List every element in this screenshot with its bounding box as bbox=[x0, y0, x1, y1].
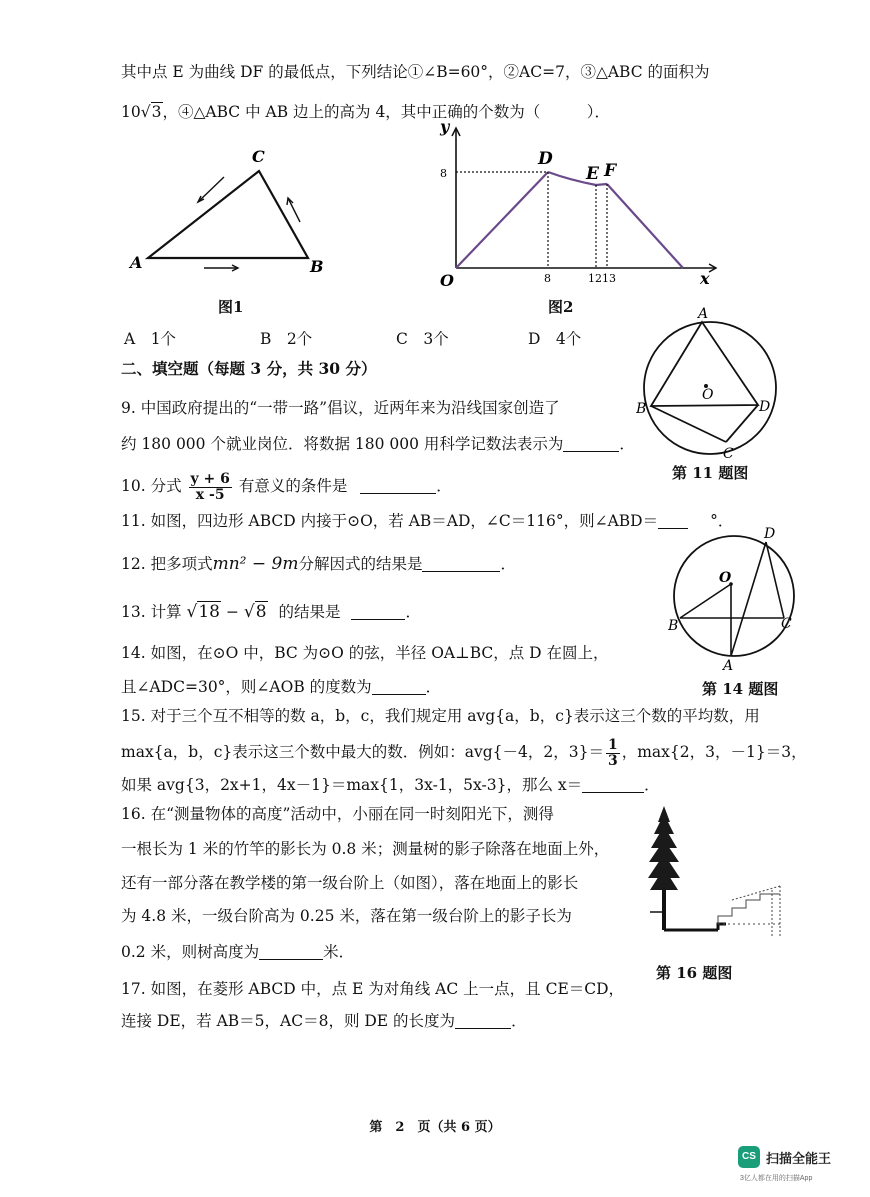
q8-line2: 10√3，④△ABC 中 AB 边上的高为 4，其中正确的个数为（ ）． bbox=[121, 103, 611, 121]
q9-answer-blank[interactable] bbox=[563, 435, 619, 452]
q16-answer-blank[interactable] bbox=[259, 943, 323, 960]
label-a: A bbox=[130, 253, 143, 272]
fig11-caption: 第 11 题图 bbox=[672, 464, 749, 482]
sqrt-8: √8 bbox=[243, 602, 267, 622]
label-c: C bbox=[252, 147, 265, 166]
label-b: B bbox=[668, 618, 679, 634]
label-d: D bbox=[759, 399, 771, 415]
label-y: y bbox=[440, 118, 450, 136]
section-2-title: 二、填空题（每题 3 分，共 30 分） bbox=[121, 359, 377, 378]
label-f: F bbox=[604, 161, 617, 181]
q16-line3: 还有一部分落在教学楼的第一级台阶上（如图），落在地面上的影长 bbox=[121, 874, 579, 892]
sqrt-3: √3 bbox=[140, 103, 162, 121]
label-e: E bbox=[586, 164, 599, 184]
q12: 12. 把多项式mn² − 9m分解因式的结果是 ． bbox=[121, 554, 516, 574]
segment-od bbox=[456, 172, 548, 268]
arrow-ca bbox=[198, 177, 224, 202]
q17-line1: 17. 如图，在菱形 ABCD 中，点 E 为对角线 AC 上一点，且 CE＝CD， bbox=[121, 980, 625, 998]
label-a: A bbox=[698, 306, 709, 322]
segment-ef bbox=[596, 184, 607, 185]
q10: 10. 分式 $\frac{y + 6}{x -5}$ 有意义的条件是 ． bbox=[121, 470, 452, 503]
q16-line1: 16. 在“测量物体的高度”活动中，小丽在同一时刻阳光下，测得 bbox=[121, 805, 554, 823]
fig1-caption: 图1 bbox=[218, 298, 244, 316]
arrow-bc bbox=[288, 198, 300, 222]
tick-x12: 12 bbox=[588, 272, 602, 285]
q16-line4: 为 4.8 米，一级台阶高为 0.25 米，落在第一级台阶上的影子长为 bbox=[121, 907, 572, 925]
q15-answer-blank[interactable] bbox=[582, 776, 644, 793]
camscanner-watermark bbox=[738, 1146, 848, 1186]
option-d: D 4个 bbox=[528, 330, 582, 348]
q15-line1: 15. 对于三个互不相等的数 a，b，c，我们规定用 avg{a，b，c}表示这三个数的平均数，用 bbox=[121, 707, 760, 725]
option-b: B 2个 bbox=[260, 330, 313, 348]
fig14-caption: 第 14 题图 bbox=[702, 680, 779, 698]
q12-expression: mn² − 9m bbox=[212, 554, 299, 574]
q12-answer-blank[interactable] bbox=[422, 555, 500, 572]
label-b: B bbox=[636, 401, 647, 417]
segment-fx bbox=[607, 184, 683, 268]
tick-x13: 13 bbox=[602, 272, 616, 285]
page-footer: 第 2 页（共 6 页） bbox=[369, 1120, 501, 1135]
segment-ob bbox=[680, 584, 731, 618]
circle-o bbox=[674, 536, 794, 656]
q17-line2: 连接 DE，若 AB＝5，AC＝8，则 DE 的长度为 ． bbox=[121, 1012, 527, 1030]
q14-line2: 且∠ADC=30°，则∠AOB 的度数为 ． bbox=[121, 678, 442, 696]
label-x: x bbox=[700, 269, 710, 288]
q15-line3: 如果 avg{3，2x+1，4x－1}＝max{1，3x-1，5x-3}，那么 x＝ ． bbox=[121, 776, 660, 794]
label-o: O bbox=[702, 387, 714, 403]
shadow-step bbox=[718, 924, 726, 930]
fig2-caption: 图2 bbox=[548, 298, 574, 316]
sqrt-18: √18 bbox=[186, 602, 220, 622]
figure-16-tree-shadow bbox=[640, 800, 790, 950]
q11: 11. 如图，四边形 ABCD 内接于⊙O，若 AB＝AD，∠C＝116°，则∠ABD＝ °． bbox=[121, 512, 734, 530]
q13-answer-blank[interactable] bbox=[351, 603, 405, 620]
q16-line2: 一根长为 1 米的竹竿的影长为 0.8 米；测量树的影子除落在地面上外， bbox=[121, 840, 610, 858]
label-c: C bbox=[781, 616, 792, 632]
figure-2-graph bbox=[430, 118, 730, 290]
label-a: A bbox=[723, 658, 734, 672]
q15-line2: max{a，b，c}表示这三个数中最大的数．例如：avg{－4，2，3}＝ $\frac{1}{3}$ ，max{2，3，－1}＝3， bbox=[121, 736, 807, 769]
watermark-title: 扫描全能王 bbox=[766, 1151, 832, 1166]
q16-line5: 0.2 米，则树高度为 米． bbox=[121, 943, 355, 961]
fig16-caption: 第 16 题图 bbox=[656, 964, 733, 982]
q9-line2: 约 180 000 个就业岗位．将数据 180 000 用科学记数法表示为 ． bbox=[121, 435, 635, 453]
figure-1-triangle bbox=[120, 140, 340, 290]
q14-answer-blank[interactable] bbox=[372, 678, 426, 695]
label-o: O bbox=[719, 570, 732, 586]
segment-ad bbox=[731, 542, 766, 656]
chord-cd bbox=[726, 405, 758, 442]
figure-14 bbox=[668, 522, 798, 672]
q13: 13. 计算 √18 − √8 的结果是 ． bbox=[121, 602, 421, 622]
label-d: D bbox=[764, 526, 776, 542]
tick-x8: 8 bbox=[544, 272, 551, 285]
option-c: C 3个 bbox=[396, 330, 449, 348]
q17-answer-blank[interactable] bbox=[455, 1012, 511, 1029]
q10-answer-blank[interactable] bbox=[360, 477, 436, 494]
option-a: A 1个 bbox=[124, 330, 177, 348]
label-d: D bbox=[538, 149, 553, 169]
watermark-subtitle: 3亿人都在用的扫描App bbox=[740, 1175, 813, 1182]
label-b: B bbox=[310, 257, 324, 276]
q8-line1: 其中点 E 为曲线 DF 的最低点，下列结论①∠B=60°，②AC=7，③△ABC 的面积为 bbox=[121, 63, 710, 81]
camscanner-logo-icon: CS bbox=[738, 1146, 760, 1168]
figure-11 bbox=[636, 306, 786, 466]
q14-line1: 14. 如图，在⊙O 中，BC 为⊙O 的弦，半径 OA⊥BC，点 D 在圆上， bbox=[121, 644, 609, 662]
q9-line1: 9. 中国政府提出的“一带一路”倡议，近两年来为沿线国家创造了 bbox=[121, 399, 560, 417]
label-c: C bbox=[723, 446, 734, 462]
triangle-abc bbox=[148, 171, 308, 258]
label-o: O bbox=[440, 271, 454, 290]
q10-fraction: $\frac{y + 6}{x -5}$ bbox=[190, 470, 230, 503]
tick-y8: 8 bbox=[440, 167, 447, 180]
chord-bc bbox=[651, 406, 726, 442]
school-steps bbox=[718, 886, 780, 936]
q15-fraction: $\frac{1}{3}$ bbox=[607, 736, 618, 769]
